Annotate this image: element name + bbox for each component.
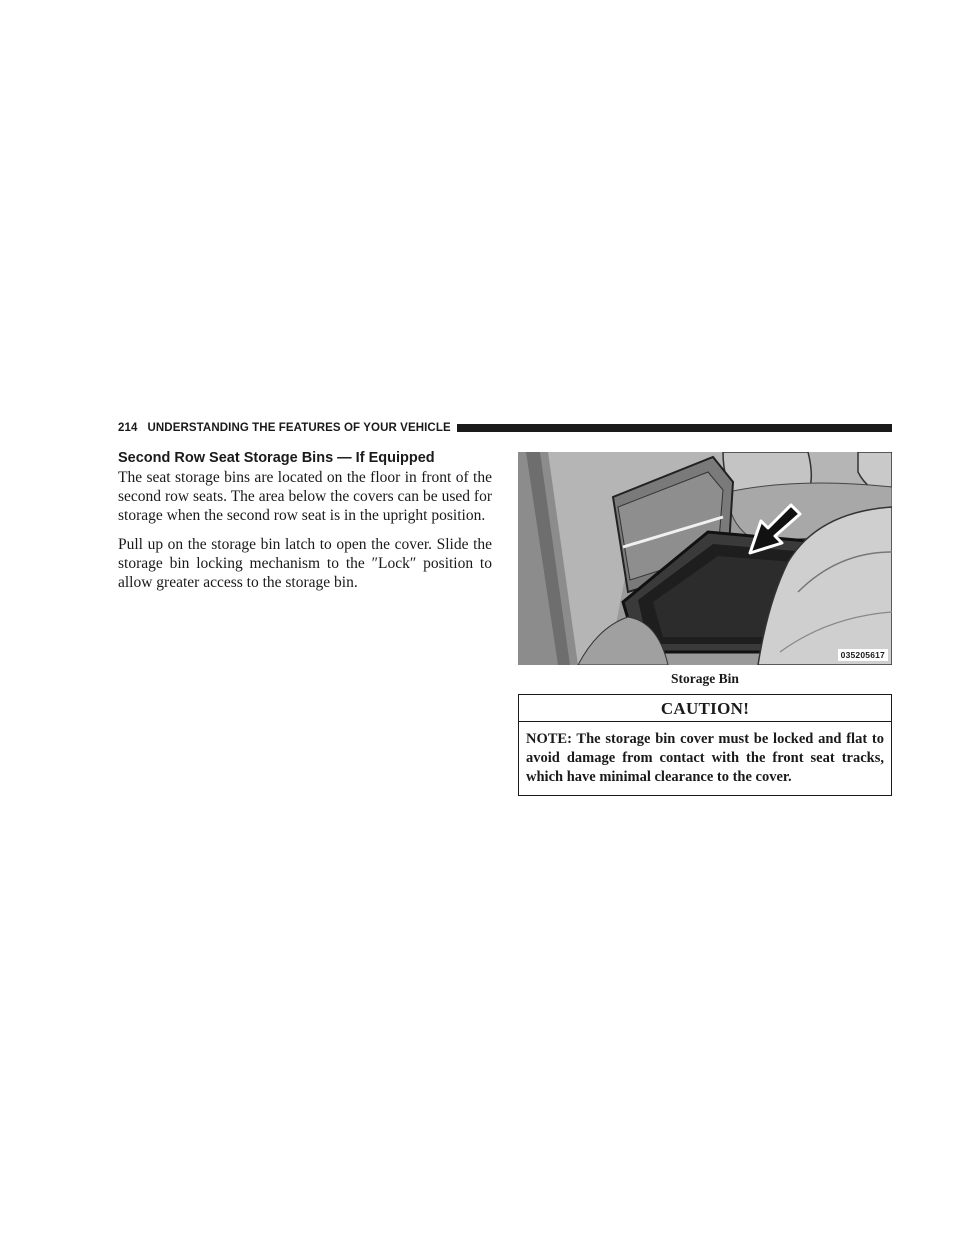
storage-bin-figure xyxy=(518,452,892,665)
section-title: Second Row Seat Storage Bins — If Equipped xyxy=(118,450,435,466)
chapter-title: UNDERSTANDING THE FEATURES OF YOUR VEHICLE xyxy=(147,422,451,434)
storage-bin-illustration xyxy=(518,452,892,665)
page-number: 214 xyxy=(118,422,138,434)
page-header xyxy=(118,421,892,435)
caution-box xyxy=(518,694,892,796)
figure-caption: Storage Bin xyxy=(671,671,739,686)
caution-title: CAUTION! xyxy=(519,695,891,722)
paragraph-1: The seat storage bins are located on the floor in front of the second row seats. The area below the covers can be used for storage when the second row seat is in the upright position. xyxy=(118,469,492,525)
figure-code: 035205617 xyxy=(838,649,888,661)
header-rule xyxy=(457,424,892,432)
paragraph-2: Pull up on the storage bin latch to open the cover. Slide the storage bin locking mechanism to the ″Lock″ position to allow greater access to the storage bin. xyxy=(118,535,492,592)
running-header xyxy=(118,422,451,434)
caution-text: NOTE: The storage bin cover must be locked and flat to avoid damage from contact with the front seat tracks, which have minimal clearance to the cover. xyxy=(526,731,884,785)
main-text-column xyxy=(118,449,492,601)
